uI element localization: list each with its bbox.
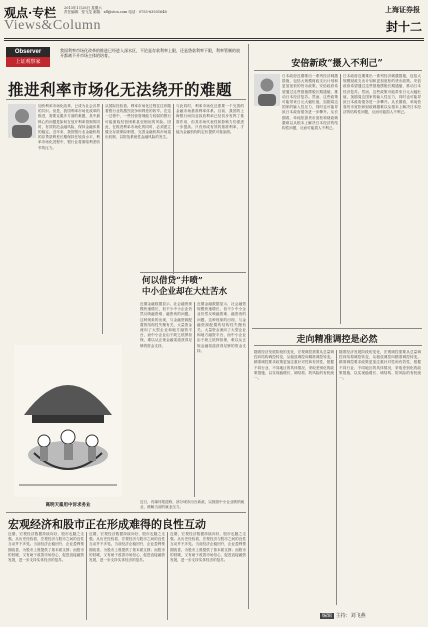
article4-column-2: 随着经济发展阶段的变化，宏观调控需要从总量调控向结构调控转变，从粗放调控向精准调控转变。精准调控要求政策更加注重针对性和有效性，根据不同行业、不同地区的具体情况，采取差别化的政策措施，以实现稳增长、调结构、防风险的有机统一。 (339, 350, 421, 381)
article5-top-rule (6, 512, 246, 513)
column-divider (102, 104, 103, 334)
article2-column-1: 日本政府近期推出一系列经济刺激措施，包括大规模财政支出计划和更加宽松的货币政策。安倍政府希望通过这些措施摆脱长期通缩，推动日本经济复苏。然而，这些政策可能带来日元大幅贬值，加剧周边国家的输入性压力，同时也可能导致日本政府债务进一步攀升。从长期看，单纯依靠货币宽松和财政刺激难以从根本上解决日本经济的结构性问题，反而可能损人不利己。 (282, 74, 338, 131)
column-divider (173, 104, 174, 274)
article1-column-1: 加快利率市场化改革，已成为社会各界的共识。但是，我国利率市场化改革的推进，需要克服多方面的难题，其中最核心的问题是如何在放开利率管制的同时，有效防范金融风险，保持金融体系的稳定。近年来，我国银行业金融机构的存贷款利差长期保持在较高水平，利率市场化进程中，银行业将面临利差收窄的压力。 (38, 104, 100, 150)
article3-column-1: 近期金融数据显示，社会融资规模快速增长，但不少中小企业仍然反映融资难、融资贵的问题。这种现象的出现，与金融资源配置的结构性失衡有关。大量资金流向了大型企业和地方融资平台，而中小企业由于缺乏抵押担保，难以从正规金融渠道获得足够的资金支持。 (140, 302, 192, 348)
column-divider (194, 302, 195, 497)
header-meta (64, 6, 214, 14)
article3-title-line1: 何以借贷“井喷” (142, 276, 203, 286)
article1-column-3: 与此同时，利率市场化还需要一个完善的金融市场基准利率体系。目前，我国的上海银行间同业拆放利率已经初步发挥了基准作用，但其市场代表性和影响力仍需进一步提高。只有形成有效的基准利率，才能为金融机构的定价提供可靠参照。 (176, 104, 244, 135)
newspaper-logo: 上海证券报 (385, 5, 420, 14)
column-divider (167, 532, 168, 620)
article4-title: 走向精准调控是必然 (296, 335, 378, 345)
page-column-divider (248, 44, 249, 609)
column-divider (86, 532, 87, 620)
observer-badge-cn: 上证观察家 (6, 57, 50, 67)
title-rule (6, 99, 246, 100)
article-title-main: 推进利率市场化无法绕开的难题 (8, 80, 233, 99)
footer-tag: 编辑 (322, 613, 333, 619)
article4-title-rule (254, 345, 422, 346)
article5-title: 宏观经济和股市正在形成难得的良性互动 (8, 518, 206, 531)
header-rule-thin (4, 40, 424, 41)
article3-title (142, 276, 227, 298)
article3-top-rule (140, 272, 246, 273)
lead-paragraph: 我国利率市场化改革的推进已经进入深水区，不论是存款利率上限，还是贷款利率下限，利率管制的放开都离不开市场主体的培育。 (60, 48, 240, 59)
author-portrait (8, 104, 36, 138)
article2-title: 安倍新政“摄入不利己” (291, 59, 383, 69)
author-portrait (254, 74, 280, 106)
observer-badge: Observer (6, 47, 50, 57)
editorial-cartoon (14, 345, 122, 497)
article1-column-2: 从国际经验看，利率市场化过程往往伴随着银行业的激烈竞争和利差的收窄。在这一过程中，一些经营管理能力较弱的银行可能面临经营困难甚至倒闭的风险。因此，在推进利率市场化的同时，必须建立健全存款保险制度，完善金融机构市场退出机制，以防范系统性金融风险的发生。 (105, 104, 171, 140)
header-rule (4, 38, 424, 39)
article2-column-2: 日本政府近期推出一系列经济刺激措施，包括大规模财政支出计划和更加宽松的货币政策。安倍政府希望通过这些措施摆脱长期通缩，推动日本经济复苏。然而，这些政策可能带来日元大幅贬值，加剧周边国家的输入性压力，同时也可能导致日本政府债务进一步攀升。从长期看，单纯依靠货币宽松和财政刺激难以从根本上解决日本经济的结构性问题，反而可能损人不利己。 (343, 74, 421, 115)
footer-text: 主持：刘飞燕 (335, 613, 366, 619)
cartoon-caption: 离明天雇用中诉求务业 (45, 503, 91, 508)
editor-line: 责任编辑：张飞龙 邮箱：zfl@stcn.com 电话：0755-83501648 (64, 10, 167, 14)
article3-column-2: 近期金融数据显示，社会融资规模快速增长，但不少中小企业仍然反映融资难、融资贵的问题。这种现象的出现，与金融资源配置的结构性失衡有关。大量资金流向了大型企业和地方融资平台，而中小企业由于缺乏抵押担保，难以从正规金融渠道获得足够的资金支持。 (197, 302, 246, 353)
column-name: 观点·专栏 (4, 6, 57, 20)
column-name-en: Views&Column (4, 18, 101, 33)
article4-top-rule (252, 328, 422, 329)
date-line: 2013年1月26日 星期六 (64, 6, 102, 10)
article5-column-1: 近期，宏观经济数据持续向好，股市也随之走强。从历史经验看，宏观经济与股市之间的良性互动并不多见。当前经济企稳回升，企业盈利预期改善，为股市上涨提供了基本面支撑；而股市的回暖，又有助于改善市场信心，促进直接融资发展，进一步支持实体经济的复苏。 (8, 532, 84, 563)
page-footer (320, 612, 366, 619)
cartoon-note: 近日，有媒体报道称，部分城市出台新政，以鼓励中小企业吸纳就业，缓解当前的就业压力。 (140, 500, 245, 509)
article4-column-1: 随着经济发展阶段的变化，宏观调控需要从总量调控向结构调控转变，从粗放调控向精准调控转变。精准调控要求政策更加注重针对性和有效性，根据不同行业、不同地区的具体情况，采取差别化的政策措施，以实现稳增长、调结构、防风险的有机统一。 (254, 350, 334, 381)
article5-column-2: 近期，宏观经济数据持续向好，股市也随之走强。从历史经验看，宏观经济与股市之间的良性互动并不多见。当前经济企稳回升，企业盈利预期改善，为股市上涨提供了基本面支撑；而股市的回暖，又有助于改善市场信心，促进直接融资发展，进一步支持实体经济的复苏。 (89, 532, 165, 563)
column-divider (340, 74, 341, 324)
article3-title-line2: 中小企业却在大灶苦水 (142, 287, 228, 297)
page-number: 封十二 (385, 20, 422, 34)
column-divider (336, 350, 337, 605)
article5-column-3: 近期，宏观经济数据持续向好，股市也随之走强。从历史经验看，宏观经济与股市之间的良性互动并不多见。当前经济企稳回升，企业盈利预期改善，为股市上涨提供了基本面支撑；而股市的回暖，又有助于改善市场信心，促进直接融资发展，进一步支持实体经济的复苏。 (170, 532, 246, 563)
article2-title-rule (254, 70, 422, 71)
